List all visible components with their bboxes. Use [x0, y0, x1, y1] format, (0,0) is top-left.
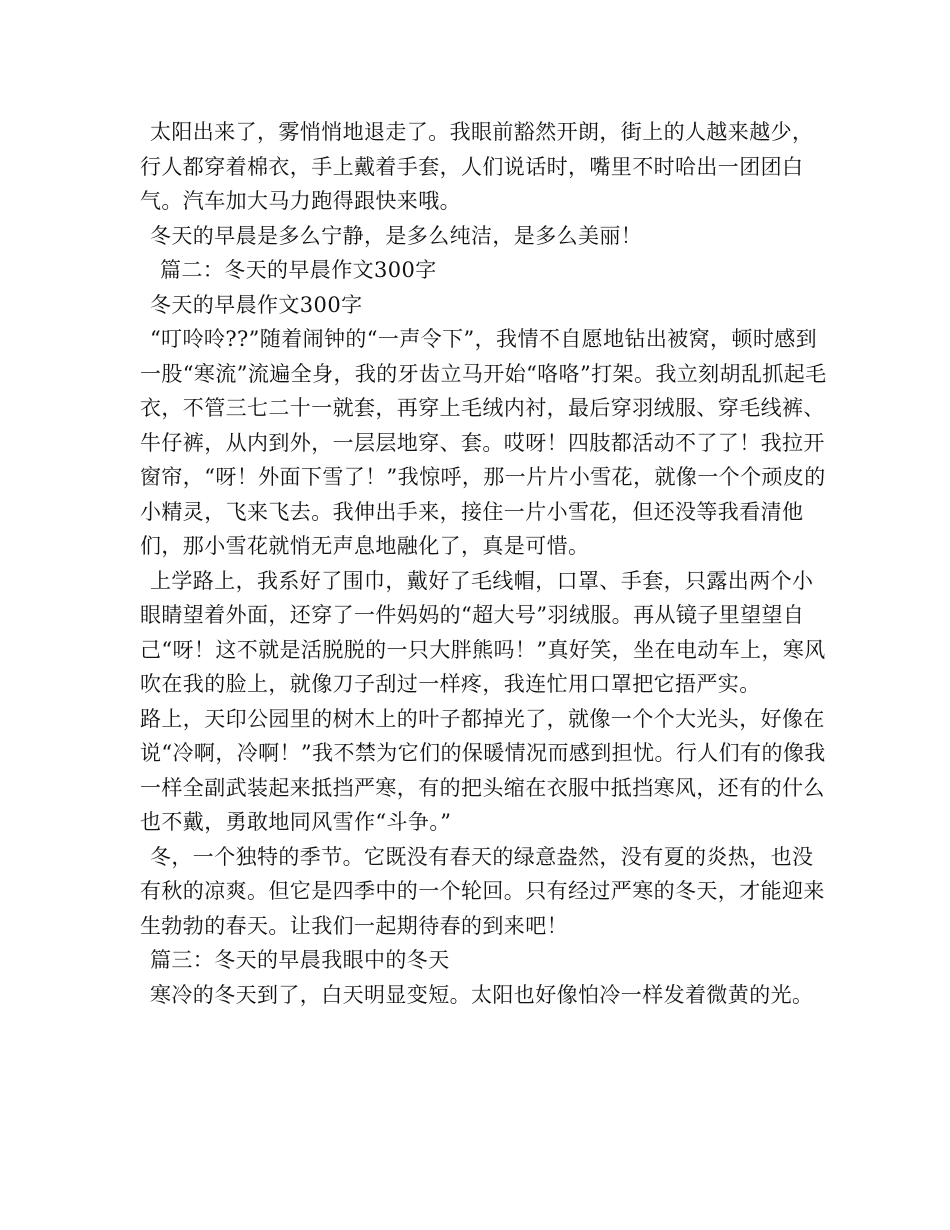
paragraph: “叮呤呤??”随着闹钟的“一声令下”，我情不自愿地钻出被窝，顿时感到一股“寒流”流遍全身，我的牙齿立马开始“咯咯”打架。我立刻胡乱抓起毛衣，不管三七二十一就套，再穿上毛绒内衬，最后穿羽绒服、穿毛线裤、牛仔裤，从内到外，一层层地穿、套。哎呀！四肢都活动不了了！我拉开窗帘，“呀！外面下雪了！”我惊呼，那一片片小雪花，就像一个个顽皮的小精灵，飞来飞去。我伸出手来，接住一片小雪花，但还没等我看清他们，那小雪花就悄无声息地融化了，真是可惜。 — [140, 327, 827, 558]
paragraph: 太阳出来了，雾悄悄地退走了。我眼前豁然开朗，街上的人越来越少，行人都穿着棉衣，手上戴着手套，人们说话时，嘴里不时哈出一团团白气。汽车加大马力跑得跟快来哦。 — [140, 120, 814, 213]
paragraph: 冬，一个独特的季节。它既没有春天的绿意盎然，没有夏的炎热，也没有秋的凉爽。但它是四季中的一个轮回。只有经过严寒的冬天，才能迎来生勃勃的春天。让我们一起期待春的到来吧！ — [140, 844, 825, 938]
document-body — [140, 115, 830, 1012]
essay-title: 冬天的早晨作文300字 — [150, 292, 363, 317]
paragraph: 路上，天印公园里的树木上的叶子都掉光了，就像一个个大光头，好像在说“冷啊，冷啊！”我不禁为它们的保暖情况而感到担忧。行人们有的像我一样全副武装起来抵挡严寒，有的把头缩在衣服中抵挡寒风，还有的什么也不戴，勇敢地同风雪作“斗争。” — [140, 706, 826, 834]
section-heading: 篇三：冬天的早晨我眼中的冬天 — [150, 948, 450, 972]
paragraph: 上学路上，我系好了围巾，戴好了毛线帽，口罩、手套，只露出两个小眼睛望着外面，还穿了一件妈妈的“超大号”羽绒服。再从镜子里望望自己“呀！这不就是活脱脱的一只大胖熊吗！”真好笑，坐在电动车上，寒风吹在我的脸上，就像刀子刮过一样疼，我连忙用口罩把它捂严实。 — [140, 568, 826, 696]
paragraph: 冬天的早晨是多么宁静，是多么纯洁，是多么美丽！ — [150, 223, 643, 248]
paragraph: 寒冷的冬天到了，白天明显变短。太阳也好像怕冷一样发着微黄的光。 — [150, 982, 814, 1007]
section-heading: 篇二：冬天的早晨作文300字 — [160, 258, 437, 282]
